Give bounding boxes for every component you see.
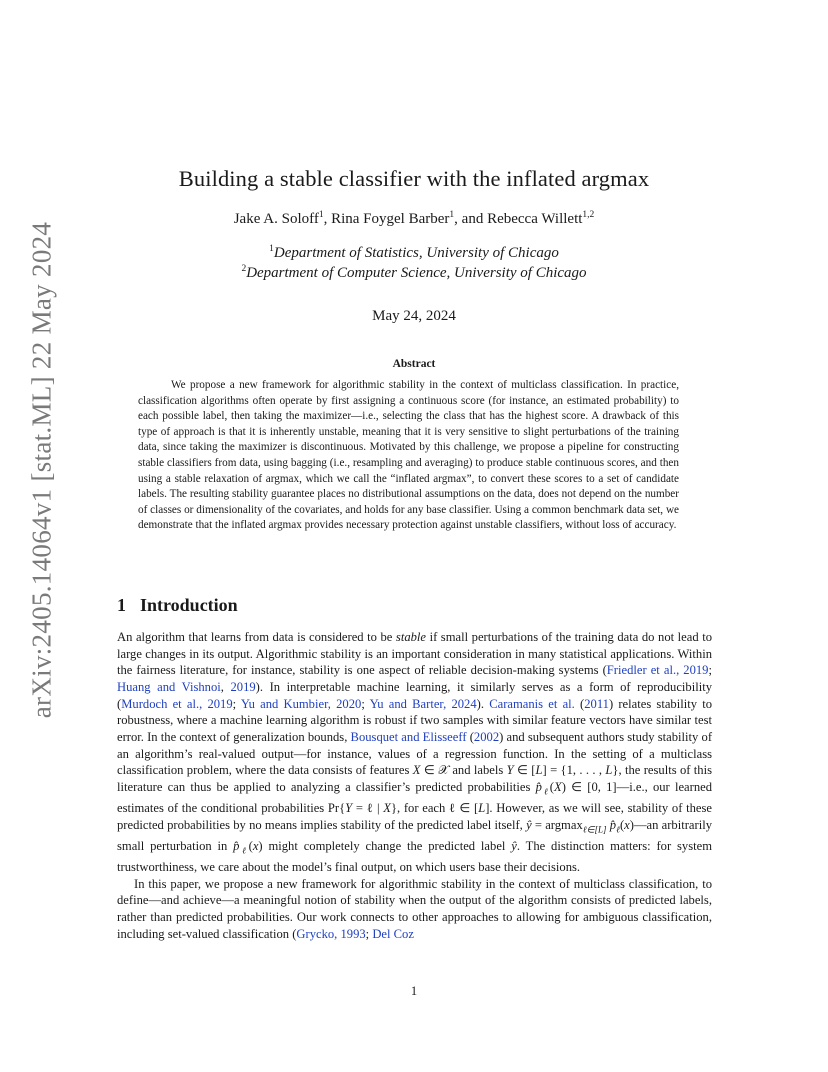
emphasis-text: p̂ xyxy=(233,838,240,853)
affiliation-2-text: Department of Computer Science, University of Chicago xyxy=(246,265,587,281)
arxiv-sidebar xyxy=(20,221,64,719)
citation-link[interactable]: 2011 xyxy=(584,696,609,711)
citation-link[interactable]: Friedler et al., 2019 xyxy=(606,663,709,678)
section-title: Introduction xyxy=(140,595,238,615)
citation-link[interactable]: Yu and Kumbier, 2020 xyxy=(240,696,362,711)
emphasis-text: L xyxy=(535,763,543,778)
citation-link[interactable]: Caramanis et al. xyxy=(489,696,575,711)
introduction-body xyxy=(117,629,712,942)
citation-link[interactable]: Del Coz xyxy=(372,926,414,941)
emphasis-text: Y xyxy=(345,801,353,816)
math-subscript: ℓ xyxy=(541,786,550,797)
emphasis-text: L xyxy=(605,763,613,778)
math-subscript: ℓ xyxy=(239,845,249,856)
emphasis-text: p̂ xyxy=(535,779,542,794)
emphasis-text: X xyxy=(554,779,562,794)
author-name: Rina Foygel Barber xyxy=(331,211,450,227)
emphasis-text: L xyxy=(478,801,486,816)
affiliation-2-marker: 2 xyxy=(241,264,247,274)
math-subscript: ℓ∈[L] xyxy=(582,824,607,835)
paper-title: Building a stable classifier with the inflated argmax xyxy=(178,166,650,191)
citation-link[interactable]: Murdoch et al., 2019 xyxy=(121,696,233,711)
intro-paragraph: In this paper, we propose a new framework for algorithmic stability in the context of multiclass classification, to define—and achieve—a meaningful notion of stability when the output of the algorithm consists of predicted labels, rather than predicted probabilities. Our work connects to other approaches to allowing for ambiguous classification, including set-valued classification (Grycko, 1993; Del Coz xyxy=(117,876,712,941)
emphasis-text: x xyxy=(252,838,259,853)
affiliation-2 xyxy=(0,264,828,282)
citation-link[interactable]: Bousquet and Elisseeff xyxy=(350,729,467,744)
abstract-heading: Abstract xyxy=(392,358,436,370)
emphasis-text: X xyxy=(383,801,391,816)
section-number: 1 xyxy=(117,595,126,615)
author-list: Jake A. Soloff$^1$, Rina Foygel Barber$^1$, and Rebecca Willett$^{1,2}$ xyxy=(233,210,595,227)
paper-date: May 24, 2024 xyxy=(372,308,456,324)
emphasis-text: Y xyxy=(506,763,514,778)
citation-link[interactable]: Grycko, 1993 xyxy=(296,926,366,941)
citation-link[interactable]: 2002 xyxy=(473,729,500,744)
emphasis-text: stable xyxy=(395,630,427,644)
abstract-text: We propose a new framework for algorithmic stability in the context of multiclass classification. In practice, classification algorithms often operate by first assigning a continuous score (for instance, an estimated probability) to each possible label, then taking the maximizer—i.e., selecting the class that has the highest score. A drawback of this type of approach is that it is inherently unstable, meaning that it is very sensitive to slight perturbations of the training data, since taking the maximizer is discontinuous. Motivated by this challenge, we propose a pipeline for constructing stable classifiers from data, using bagging (i.e., resampling and averaging) to produce stable continuous scores, and then using a stable relaxation of argmax, which we call the “inflated argmax”, to convert these scores to a set of candidate labels. The resulting stability guarantee places no distributional assumptions on the data, does not depend on the number of classes or dimensionality of the covariates, and holds for any base classifier. Using a common benchmark data set, we demonstrate that the inflated argmax provides necessary protection against unstable classifiers, without loss of accuracy. xyxy=(138,379,679,532)
page-number: 1 xyxy=(410,984,418,998)
author-affiliation-marker: 1 xyxy=(449,210,455,220)
emphasis-text: X xyxy=(412,763,421,778)
citation-link[interactable]: Huang and Vishnoi xyxy=(117,679,221,694)
intro-paragraph: An algorithm that learns from data is considered to be stable if small perturbations of the training data do not lead to large changes in its output. Algorithmic stability is an important consideration in many statistical applications. Within the fairness literature, for instance, stability is one aspect of reliable decision-making systems (Friedler et al., 2019; Huang and Vishnoi, 2019). In interpretable machine learning, it similarly serves as a form of reproducibility (Murdoch et al., 2019; Yu and Kumbier, 2020; Yu and Barter, 2024). Caramanis et al. (2011) relates stability to robustness, where a machine learning algorithm is robust if two samples with similar feature vectors have similar test error. In the context of generalization bounds, Bousquet and Elisseeff (2002) and subsequent authors study stability of an algorithm’s real-valued output—for instance, values of a regression function. In the setting of a multiclass classification problem, where the data consists of features X ∈ 𝒳 and labels Y ∈ [L] = {1, . . . , L}, the results of this literature can thus be applied to analyzing a classifier’s predicted probabilities $p̂_\ell(X)$ ∈ [0, 1]—i.e., our learned estimates of the conditional probabilities Pr{Y = ℓ | X}, for each ℓ ∈ [L]. However, as we will see, stability of these predicted probabilities by no means implies stability of the predicted label itself, ŷ = argmax$_{\ell\in[L]}$ $p̂_\ell(x)—an$ arbitrarily small perturbation in $p̂_\ell(x)$ might completely change the predicted label ŷ. The distinction matters: for system trustworthiness, we care about the model’s final output, on which users base their decisions. xyxy=(117,630,713,875)
affiliation-1-text: Department of Statistics, University of Chicago xyxy=(273,245,559,261)
affiliation-1-marker: 1 xyxy=(269,244,274,254)
author-affiliation-marker: 1,2 xyxy=(582,210,595,220)
affiliation-1 xyxy=(0,244,828,262)
author-name: Jake A. Soloff xyxy=(233,211,319,227)
math-subscript: ℓ xyxy=(616,824,620,835)
author-affiliation-marker: 1 xyxy=(318,210,324,220)
emphasis-text: p̂ xyxy=(609,817,617,832)
citation-link[interactable]: 2019 xyxy=(230,679,256,694)
emphasis-text: ŷ xyxy=(511,838,517,853)
author-name: Rebecca Willett xyxy=(487,211,583,227)
emphasis-text: x xyxy=(624,817,630,832)
arxiv-identifier: arXiv:2405.14064v1 [stat.ML] 22 May 2024 xyxy=(26,221,57,719)
emphasis-text: ŷ xyxy=(526,817,532,832)
citation-link[interactable]: Yu and Barter, 2024 xyxy=(369,696,477,711)
section-heading xyxy=(117,595,238,616)
